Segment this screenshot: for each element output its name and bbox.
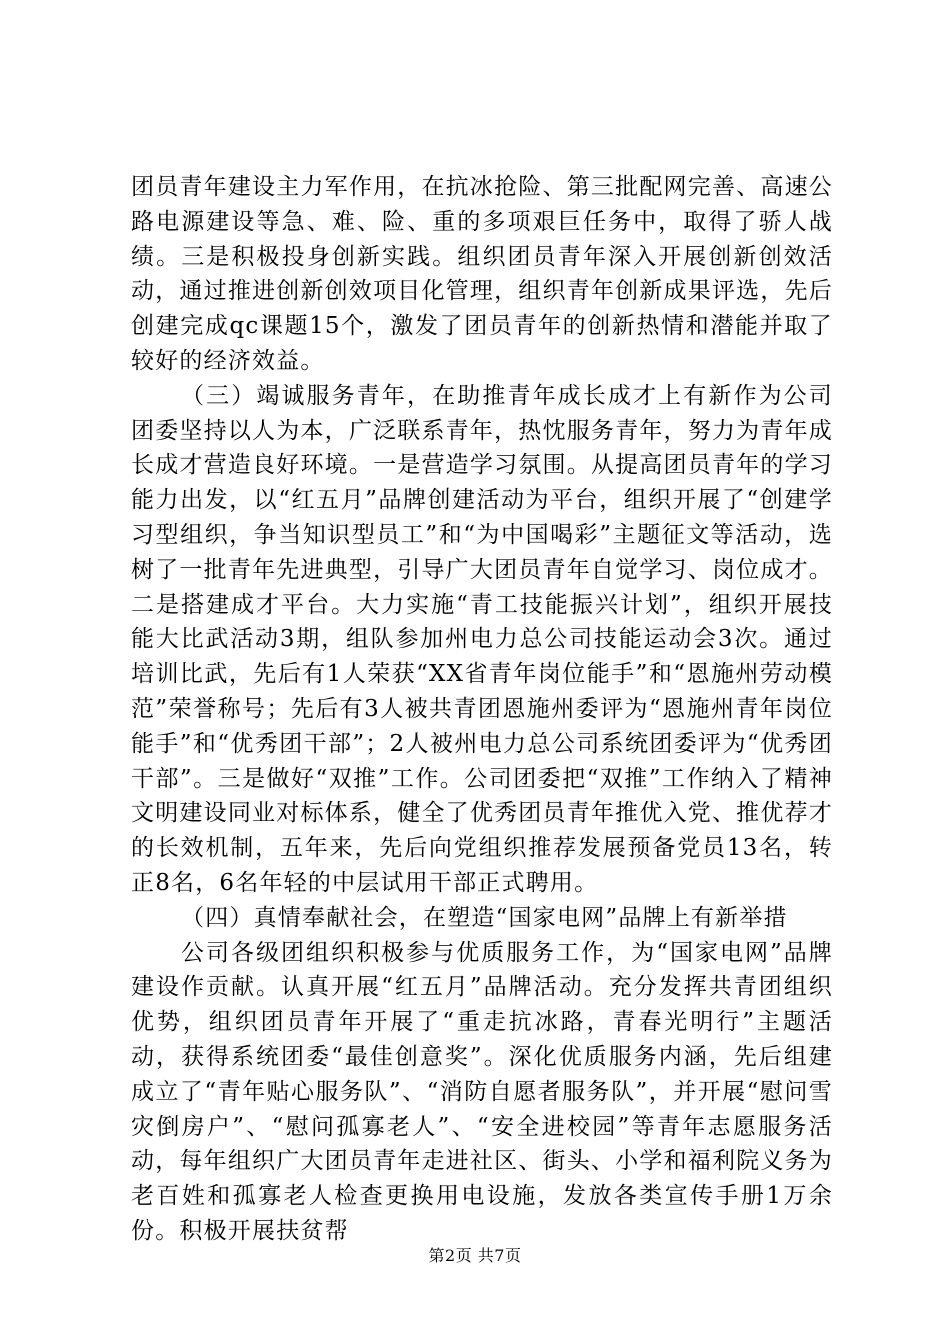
paragraph-section-four-body: 公司各级团组织积极参与优质服务工作，为“国家电网”品牌建设作贡献。认真开展“红五月”品牌活动。充分发挥共青团组织优势，组织团员青年开展了“重走抗冰路，青春光明行”主题活动，获得系统团委“最佳创意奖”。深化优质服务内涵，先后组建成立了“青年贴心服务队”、“消防自愿者服务队”，并开展“慰问雪灾倒房户”、“慰问孤寡老人”、“安全进校园”等青年志愿服务活动，每年组织广大团员青年走进社区、街头、小学和福利院义务为老百姓和孤寡老人检查更换用电设施，发放各类宣传手册1万余份。积极开展扶贫帮 [131, 939, 833, 1244]
page-number-footer: 第2页 共7页 [428, 1246, 522, 1265]
paragraph-section-three: （三）竭诚服务青年，在助推青年成长成才上有新作为公司团委坚持以人为本，广泛联系青年，热忱服务青年，努力为青年成长成才营造良好环境。一是营造学习氛围。从提高团员青年的学习能力出发，以“红五月”品牌创建活动为平台，组织开展了“创建学习型组织，争当知识型员工”和“为中国喝彩”主题征文等活动，选树了一批青年先进典型，引导广大团员青年自觉学习、岗位成才。二是搭建成才平台。大力实施“青工技能振兴计划”，组织开展技能大比武活动3期，组队参加州电力总公司技能运动会3次。通过培训比武，先后有1人荣获“XX省青年岗位能手”和“恩施州劳动模范”荣誉称号；先后有3人被共青团恩施州委评为“恩施州青年岗位能手”和“优秀团干部”；2人被州电力总公司系统团委评为“优秀团干部”。三是做好“双推”工作。公司团委把“双推”工作纳入了精神文明建设同业对标体系，健全了优秀团员青年推优入党、推优荐才的长效机制，五年来，先后向党组织推荐发展预备党员13名，转正8名，6名年轻的中层试用干部正式聘用。 [131, 382, 833, 896]
paragraph-section-four-heading: （四）真情奉献社会，在塑造“国家电网”品牌上有新举措 [181, 904, 788, 931]
paragraph-continuation: 团员青年建设主力军作用，在抗冰抢险、第三批配网完善、高速公路电源建设等急、难、险、重的多项艰巨任务中，取得了骄人战绩。三是积极投身创新实践。组织团员青年深入开展创新创效活动，通过推进创新创效项目化管理，组织青年创新成果评选，先后创建完成qc课题15个，激发了团员青年的创新热情和潜能并取了较好的经济效益。 [131, 174, 833, 374]
body-text [131, 170, 833, 1249]
